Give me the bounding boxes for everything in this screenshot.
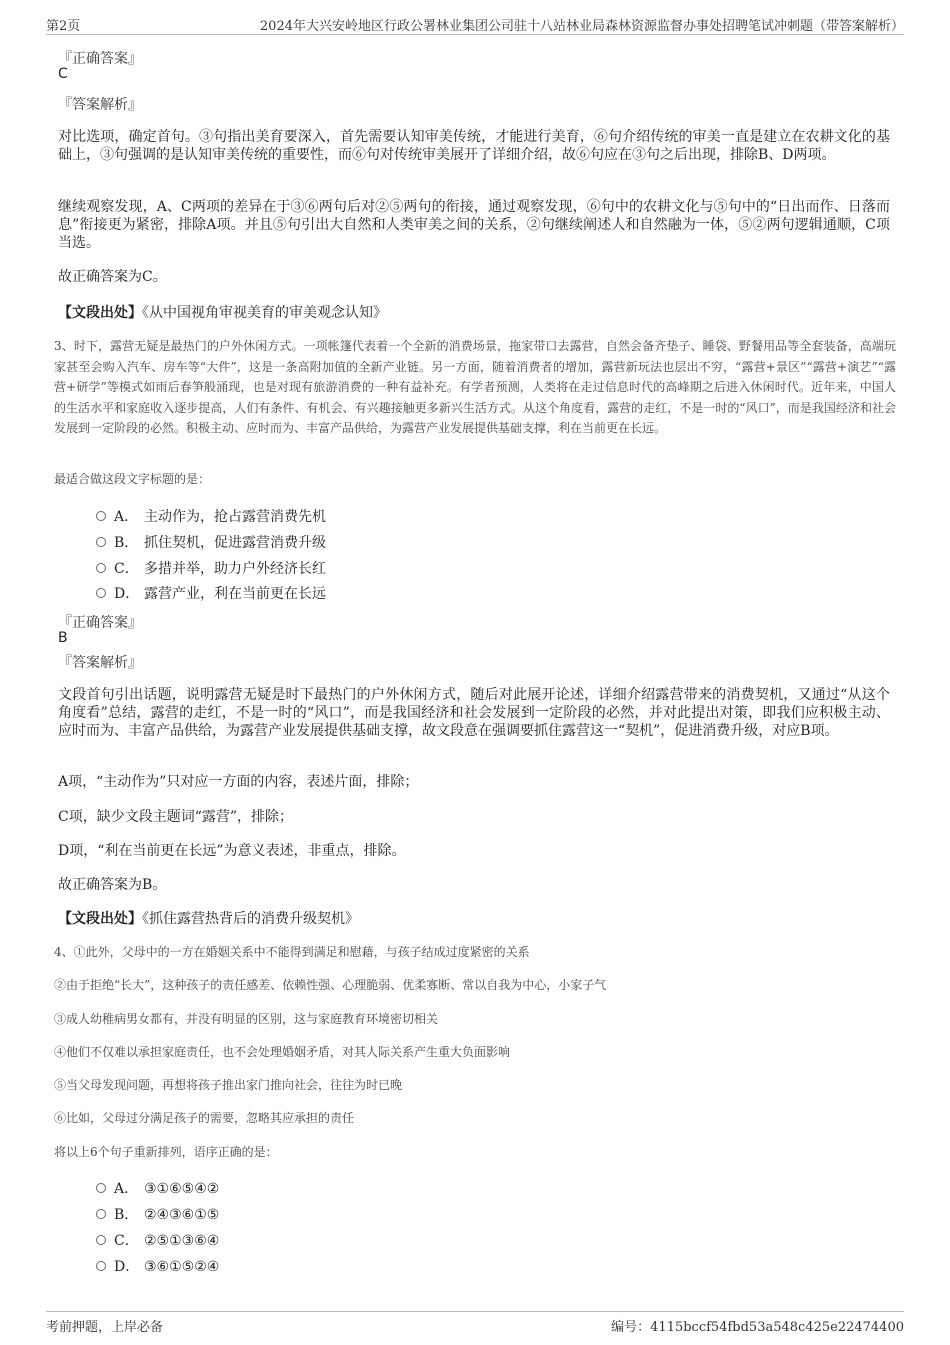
page-footer bbox=[46, 1311, 904, 1336]
q3-answer: B bbox=[58, 630, 68, 646]
q2-analysis-p1: 对比选项，确定首句。③句指出美育要深入，首先需要认知审美传统，才能进行美育，⑥句介绍传统的审美一直是建立在农耕文化的基础上，③句强调的是认知审美传统的重要性，而⑥句对传统审美展开了详细介绍，故⑥句应在③句之后出现，排除B、D两项。 bbox=[58, 129, 890, 163]
q2-source-title: 《从中国视角审视美育的审美观念认知》 bbox=[142, 305, 387, 321]
q4-sentence-2: ②由于拒绝“长大”，这种孩子的责任感差、依赖性强、心理脆弱、优柔寡断、常以自我为中心，小家子气 bbox=[54, 978, 607, 992]
q3-source bbox=[58, 908, 359, 928]
document-title: 2024年大兴安岭地区行政公署林业集团公司驻十八站林业局森林资源监督办事处招聘笔试冲刺题（带答案解析） bbox=[259, 19, 904, 34]
radio-icon[interactable] bbox=[96, 511, 106, 521]
q4-question: 将以上6个句子重新排列，语序正确的是： bbox=[54, 1145, 278, 1159]
q2-analysis-label: 『答案解析』 bbox=[58, 97, 142, 113]
document-id: 编号：4115bccf54fbd53a548c425e22474400 bbox=[611, 1320, 904, 1335]
q2-source-label: 【文段出处】 bbox=[58, 305, 142, 321]
q4-sentence-5: ⑤当父母发现问题，再想将孩子推出家门推向社会，往往为时已晚 bbox=[54, 1078, 403, 1092]
radio-icon[interactable] bbox=[96, 588, 106, 598]
q3-option-c[interactable]: C． 多措并举，助力户外经济长红 bbox=[96, 558, 326, 578]
q3-analysis-p1: 文段首句引出话题，说明露营无疑是时下最热门的户外休闲方式，随后对此展开论述，详细介绍露营带来的消费契机，又通过“从这个角度看”总结，露营的走红，不是一时的“风口”，而是我国经济和社会发展到一定阶段的必然，并对此提出对策，即我们应积极主动、应时而为、丰富产品供给，为露营产业发展提供基础支撑，故文段意在强调要抓住露营这一“契机”，促进消费升级，对应B项。 bbox=[58, 687, 890, 739]
footer-slogan: 考前押题，上岸必备 bbox=[46, 1320, 164, 1335]
q4-sentence-3: ③成人幼稚病男女都有，并没有明显的区别，这与家庭教育环境密切相关 bbox=[54, 1012, 439, 1026]
q2-analysis-conclusion: 故正确答案为C。 bbox=[58, 269, 167, 285]
q3-source-label: 【文段出处】 bbox=[58, 911, 142, 927]
q2-analysis-p2: 继续观察发现，A、C两项的差异在于③⑥两句后对②⑤两句的衔接，通过观察发现，⑥句中的农耕文化与⑤句中的“日出而作、日落而息”衔接更为紧密，排除A项。并且⑤句引出大自然和人类审美之间的关系，②句继续阐述人和自然融为一体，⑤②两句逻辑通顺，C项当选。 bbox=[58, 199, 890, 251]
q3-analysis-a: A项，“主动作为”只对应一方面的内容，表述片面，排除； bbox=[58, 774, 419, 790]
page-number: 第2页 bbox=[46, 19, 81, 34]
q3-analysis-conclusion: 故正确答案为B。 bbox=[58, 877, 167, 893]
q4-sentence-6: ⑥比如，父母过分满足孩子的需要，忽略其应承担的责任 bbox=[54, 1111, 355, 1125]
q2-answer-label: 『正确答案』 bbox=[58, 51, 142, 67]
q3-option-a[interactable]: A． 主动作为，抢占露营消费先机 bbox=[96, 506, 326, 526]
radio-icon[interactable] bbox=[96, 1183, 106, 1193]
q2-source bbox=[58, 302, 387, 322]
q4-sentence-1: 4、①此外，父母中的一方在婚姻关系中不能得到满足和慰藉，与孩子结成过度紧密的关系 bbox=[54, 945, 530, 959]
q3-option-d[interactable]: D． 露营产业，利在当前更在长远 bbox=[96, 583, 326, 603]
radio-icon[interactable] bbox=[96, 537, 106, 547]
radio-icon[interactable] bbox=[96, 563, 106, 573]
q3-analysis-label: 『答案解析』 bbox=[58, 655, 142, 671]
q3-source-title: 《抓住露营热背后的消费升级契机》 bbox=[142, 911, 359, 927]
q3-answer-label: 『正确答案』 bbox=[58, 615, 142, 631]
q4-option-c[interactable]: C． ②⑤①③⑥④ bbox=[96, 1230, 219, 1250]
radio-icon[interactable] bbox=[96, 1209, 106, 1219]
q3-analysis-c: C项，缺少文段主题词“露营”，排除； bbox=[58, 809, 294, 825]
q4-sentence-4: ④他们不仅难以承担家庭责任，也不会处理婚姻矛盾，对其人际关系产生重大负面影响 bbox=[54, 1045, 511, 1059]
q3-option-b[interactable]: B． 抓住契机，促进露营消费升级 bbox=[96, 532, 326, 552]
q3-analysis-d: D项，“利在当前更在长远”为意义表述，非重点，排除。 bbox=[58, 843, 406, 859]
q3-question: 最适合做这段文字标题的是： bbox=[54, 472, 211, 486]
q4-option-d[interactable]: D． ③⑥①⑤②④ bbox=[96, 1256, 219, 1276]
q4-option-b[interactable]: B． ②④③⑥①⑤ bbox=[96, 1204, 219, 1224]
q3-stem: 3、时下，露营无疑是最热门的户外休闲方式。一项帐篷代表着一个全新的消费场景，拖家带口去露营，自然会备齐垫子、睡袋、野餐用品等全套装备，高端玩家甚至会购入汽车、房车等“大件”，这是一条高附加值的全新产业链。另一方面，随着消费者的增加，露营新玩法也层出不穷，“露营+景区”“露营+演艺”“露营+研学”等模式如雨后春笋般涌现，也是对现有旅游消费的一种有益补充。有学者预测，人类将在走过信息时代的高峰期之后进入休闲时代。近年来，中国人的生活水平和家庭收入逐步提高，人们有条件、有机会、有兴趣接触更多新兴生活方式。从这个角度看，露营的走红，不是一时的“风口”，而是我国经济和社会发展到一定阶段的必然。积极主动、应时而为、丰富产品供给，为露营产业发展提供基础支撑，利在当前更在长远。 bbox=[54, 339, 896, 435]
q4-option-a[interactable]: A． ③①⑥⑤④② bbox=[96, 1178, 219, 1198]
radio-icon[interactable] bbox=[96, 1235, 106, 1245]
page-header bbox=[46, 14, 904, 35]
radio-icon[interactable] bbox=[96, 1261, 106, 1271]
q2-answer: C bbox=[58, 66, 68, 82]
